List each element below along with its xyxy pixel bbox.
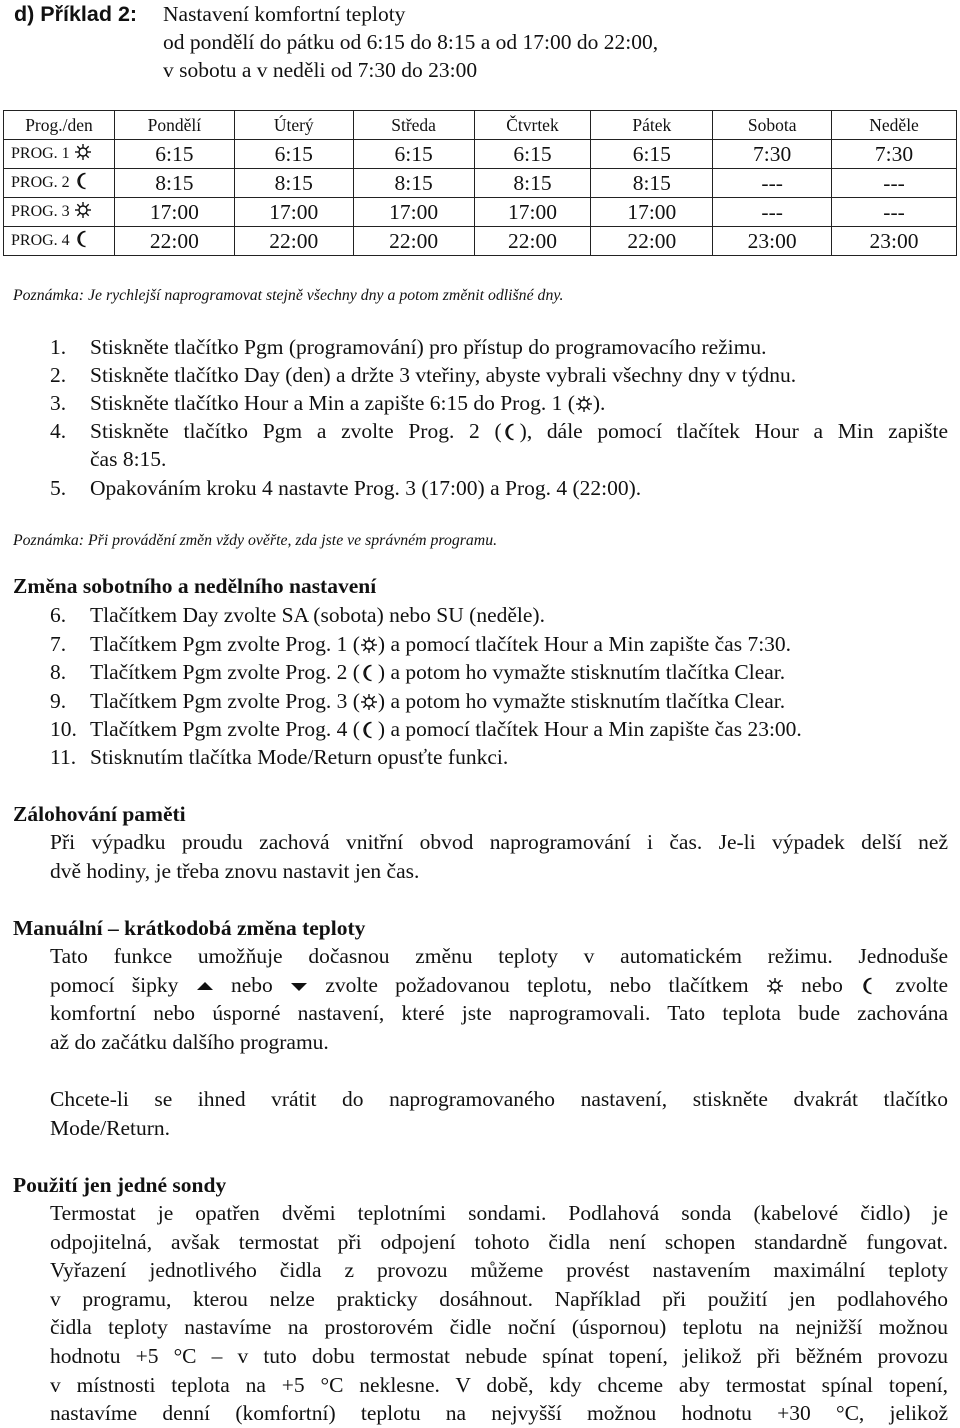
table-cell: 8:15 xyxy=(234,169,353,198)
step-text-part: ), dále pomocí tlačítek Hour a Min zapište xyxy=(519,419,948,443)
table-row xyxy=(4,227,957,256)
step-text-part: Tlačítkem Pgm zvolte Prog. 2 ( xyxy=(90,660,360,684)
step-text-part: Stiskněte tlačítko Hour a Min a zapište 6:15 do Prog. 1 ( xyxy=(90,391,575,415)
text-line: až do začátku dalšího programu. xyxy=(50,1029,329,1054)
table-cell: --- xyxy=(713,169,832,198)
table-cell: 17:00 xyxy=(353,198,474,227)
step-text-part: Tlačítkem Pgm zvolte Prog. 4 ( xyxy=(90,717,360,741)
table-cell: 6:15 xyxy=(353,140,474,169)
step-number: 8. xyxy=(50,660,67,684)
table-cell: 7:30 xyxy=(713,140,832,169)
step-text xyxy=(90,658,785,686)
step-text: Opakováním kroku 4 nastavte Prog. 3 (17:00) a Prog. 4 (22:00). xyxy=(90,476,642,500)
step-text xyxy=(90,630,791,658)
step-number: 5. xyxy=(50,476,67,500)
step-text xyxy=(90,687,785,715)
table-cell: --- xyxy=(832,198,957,227)
row-label-cell xyxy=(4,198,115,227)
table-header-cell: Neděle xyxy=(832,111,957,140)
step-number: 4. xyxy=(50,419,67,443)
paragraph-single-sensor xyxy=(50,1199,948,1428)
text-line: Chcete-li se ihned vrátit do naprogramovaného nastavení, stiskněte dvakrát tlačítko xyxy=(50,1087,948,1111)
step-text xyxy=(90,417,948,445)
table-cell: 6:15 xyxy=(234,140,353,169)
moon-icon xyxy=(74,230,92,248)
text-line: komfortní nebo úsporné nastavení, které jste naprogramovali. Tato teplota bude zachována xyxy=(50,1001,948,1026)
text-line-with-icons xyxy=(50,971,948,1000)
table-cell: 23:00 xyxy=(713,227,832,256)
table-cell: 22:00 xyxy=(353,227,474,256)
table-cell: 7:30 xyxy=(832,140,957,169)
text-line: Vyřazení jednotlivého čidla z provozu můžeme provést nastavením maximální teploty xyxy=(50,1258,948,1283)
table-cell: 6:15 xyxy=(114,140,234,169)
table-header-cell: Prog./den xyxy=(4,111,115,140)
step-text-part: ). xyxy=(592,391,606,415)
text-part: zvolte požadovanou teplotu, nebo tlačítkem xyxy=(325,972,749,997)
step-number: 6. xyxy=(50,603,67,627)
step-text-part: Stiskněte tlačítko Pgm a zvolte Prog. 2 ( xyxy=(90,419,502,443)
note-fast-programming: Poznámka: Je rychlejší naprogramovat stejně všechny dny a potom změnit odlišné dny. xyxy=(13,287,564,304)
arrow-up-icon xyxy=(196,977,214,995)
table-cell: 23:00 xyxy=(832,227,957,256)
table-cell: 8:15 xyxy=(353,169,474,198)
text-line: Mode/Return. xyxy=(50,1115,171,1140)
sun-icon xyxy=(74,143,92,161)
table-cell: 8:15 xyxy=(591,169,713,198)
step-4-continued: čas 8:15. xyxy=(90,447,167,471)
step-text xyxy=(90,389,605,417)
heading-line-2: od pondělí do pátku od 6:15 do 8:15 a od 17:00 do 22:00, xyxy=(163,30,659,54)
step-text: Stiskněte tlačítko Day (den) a držte 3 vteřiny, abyste vybrali všechny dny v týdnu. xyxy=(90,363,797,387)
step-text: Tlačítkem Day zvolte SA (sobota) nebo SU (neděle). xyxy=(90,603,545,627)
table-cell: 22:00 xyxy=(114,227,234,256)
step-number: 1. xyxy=(50,335,67,359)
step-number: 7. xyxy=(50,632,67,656)
heading-line-3: v sobotu a v neděli od 7:30 do 23:00 xyxy=(163,58,478,82)
step-number: 2. xyxy=(50,363,67,387)
table-cell: 8:15 xyxy=(474,169,591,198)
section-title-backup: Zálohování paměti xyxy=(13,802,186,826)
step-text: Stiskněte tlačítko Pgm (programování) pro přístup do programovacího režimu. xyxy=(90,335,767,359)
moon-icon xyxy=(860,977,878,995)
moon-icon xyxy=(360,664,378,682)
row-label: PROG. 4 xyxy=(11,232,70,249)
sun-icon xyxy=(74,201,92,219)
schedule-table xyxy=(3,110,957,256)
moon-icon xyxy=(360,721,378,739)
text-line: Při výpadku proudu zachová vnitřní obvod naprogramování i čas. Je-li výpadek delší než xyxy=(50,830,948,854)
row-label: PROG. 2 xyxy=(11,174,70,191)
table-cell: --- xyxy=(832,169,957,198)
step-text: Stisknutím tlačítka Mode/Return opusťte funkci. xyxy=(90,745,509,769)
text-line: hodnotu +5 °C – v tuto dobu termostat nebude spínat topení, jelikož při běžném provozu xyxy=(50,1343,948,1368)
text-line: čidla teploty nastavíme na prostorovém čidle noční (úspornou) teplotu na nejnižší možnou xyxy=(50,1315,948,1340)
step-text-part: ) a potom ho vymažte stisknutím tlačítka Clear. xyxy=(377,689,786,713)
moon-icon xyxy=(502,423,520,441)
sun-icon xyxy=(766,977,784,995)
step-text xyxy=(90,715,802,743)
paragraph-manual xyxy=(50,942,948,1056)
step-number: 10. xyxy=(50,717,77,741)
arrow-down-icon xyxy=(290,977,308,995)
text-line: v místnosti teplota na +5 °C neklesne. V době, kdy chceme aby termostat spínal topení, xyxy=(50,1372,948,1397)
row-label-cell xyxy=(4,169,115,198)
section-title-manual: Manuální – krátkodobá změna teploty xyxy=(13,916,366,940)
table-header-cell: Čtvrtek xyxy=(474,111,591,140)
table-row xyxy=(4,198,957,227)
table-cell: 6:15 xyxy=(474,140,591,169)
step-text-part: ) a potom ho vymažte stisknutím tlačítka Clear. xyxy=(377,660,786,684)
text-part: nebo xyxy=(230,972,273,997)
paragraph-return xyxy=(50,1085,948,1142)
table-row xyxy=(4,140,957,169)
table-cell: 8:15 xyxy=(114,169,234,198)
table-header-cell: Úterý xyxy=(234,111,353,140)
table-row xyxy=(4,169,957,198)
sun-icon xyxy=(360,693,378,711)
row-label-cell xyxy=(4,227,115,256)
step-number: 3. xyxy=(50,391,67,415)
text-part: pomocí šipky xyxy=(50,972,179,997)
table-cell: 17:00 xyxy=(591,198,713,227)
step-text-part: Tlačítkem Pgm zvolte Prog. 3 ( xyxy=(90,689,360,713)
step-text-part: Tlačítkem Pgm zvolte Prog. 1 ( xyxy=(90,632,360,656)
table-cell: 17:00 xyxy=(234,198,353,227)
row-label: PROG. 1 xyxy=(11,145,70,162)
table-cell: --- xyxy=(713,198,832,227)
section-title-weekend: Změna sobotního a nedělního nastavení xyxy=(13,574,377,598)
table-header-row xyxy=(4,111,957,140)
step-text-part: ) a pomocí tlačítek Hour a Min zapište čas 7:30. xyxy=(377,632,792,656)
heading-line-1: Nastavení komfortní teploty xyxy=(163,2,406,26)
text-line: v programu, kterou nelze prakticky dosáhnout. Například při použití jen podlahového xyxy=(50,1286,948,1311)
table-cell: 22:00 xyxy=(474,227,591,256)
step-number: 11. xyxy=(50,745,77,769)
paragraph-backup xyxy=(50,828,948,885)
table-header-cell: Pátek xyxy=(591,111,713,140)
text-part: nebo xyxy=(801,972,843,997)
text-line: dvě hodiny, je třeba znovu nastavit jen čas. xyxy=(50,858,420,883)
table-cell: 17:00 xyxy=(474,198,591,227)
table-cell: 6:15 xyxy=(591,140,713,169)
note-verify-program: Poznámka: Při provádění změn vždy ověřte, zda jste ve správném programu. xyxy=(13,532,498,549)
row-label-cell xyxy=(4,140,115,169)
table-cell: 22:00 xyxy=(234,227,353,256)
text-line: Termostat je opatřen dvěmi teplotními sondami. Podlahová sonda (kabelové čidlo) je xyxy=(50,1201,948,1225)
text-line: Tato funkce umožňuje dočasnou změnu teploty v automatickém režimu. Jednoduše xyxy=(50,944,948,968)
table-cell: 22:00 xyxy=(591,227,713,256)
table-header-cell: Středa xyxy=(353,111,474,140)
text-part: zvolte xyxy=(895,972,949,997)
row-label: PROG. 3 xyxy=(11,203,70,220)
step-number: 9. xyxy=(50,689,67,713)
text-line: nastavíme denní (komfortní) teplotu na nejvyšší možnou hodnotu +30 °C, jelikož xyxy=(50,1401,948,1426)
table-cell: 17:00 xyxy=(114,198,234,227)
step-text-part: ) a pomocí tlačítek Hour a Min zapište čas 23:00. xyxy=(377,717,802,741)
table-header-cell: Pondělí xyxy=(114,111,234,140)
moon-icon xyxy=(74,172,92,190)
sun-icon xyxy=(360,636,378,654)
text-line: odpojitelná, avšak termostat při odpojení tohoto čidla není schopen standardně fungovat. xyxy=(50,1229,948,1254)
section-title-single-sensor: Použití jen jedné sondy xyxy=(13,1173,227,1197)
sun-icon xyxy=(575,395,593,413)
example-label: d) Příklad 2: xyxy=(14,2,138,26)
table-header-cell: Sobota xyxy=(713,111,832,140)
